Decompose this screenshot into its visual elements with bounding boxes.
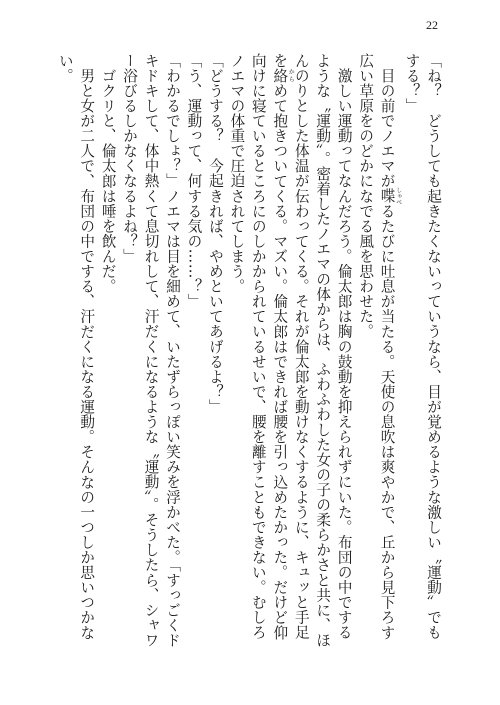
text-line-6: 「わかるでしょ？」ノエマは目を細めて、いたずらっぽい笑みを浮かべた。「すっごくドキドキして、体中熱くて息切れして、汗だくになるような〝運動〟。そうしたら、シャワー浴びるしかなくなるよね？」 xyxy=(121,53,182,648)
novel-text xyxy=(56,53,444,653)
text-line-8: 男と女が二人で、布団の中でする、汗だくになる運動。そんなの一つしか思いつかない。 xyxy=(56,53,96,640)
text-line-7: ゴクリと、倫太郎は唾を飲んだ。 xyxy=(99,68,117,294)
ruby-shaberu: 喋 しゃべ xyxy=(378,186,402,205)
page-number: 22 xyxy=(426,18,438,32)
text-line-2: 目の前でノエマが喋 しゃべるたびに吐息が当たる。天使の息吹は爽やかで、丘から見下ろす広い草原をのどかになでる風を思わせた。 xyxy=(357,53,402,640)
ruby-karamu: 絡 から xyxy=(271,68,295,84)
text-line-1: 「ね？ どうしても起きたくないっていうなら、目が覚めるような激しい〝運動〟でもする？」 xyxy=(403,53,442,640)
text-line-4: 「どうする？ 今起きれば、やめといてあげるよ？」 xyxy=(206,53,224,415)
text-line-3: 激しい運動ってなんだろう。倫太郎は胸の鼓動を抑えられずにいた。布団の中でするような〝運動〟。密着したノエマの体からは、ふわふわした女の子の柔らかさと共に、ほんのりとした体温が伝わってくる。それが倫太郎を動けなくするように、キュッと手足を絡 からめて抱きついてくる。マズい。倫太郎はできれば腰を引っ込めたかった。だけど仰向けに寝ているところにのしかかられているせいで、腰を離すこともできない。むしろノエマの体重で圧迫されてしまう。 xyxy=(228,53,353,648)
text-line-5: 「う、運動って、何する気の……？」 xyxy=(185,53,203,309)
